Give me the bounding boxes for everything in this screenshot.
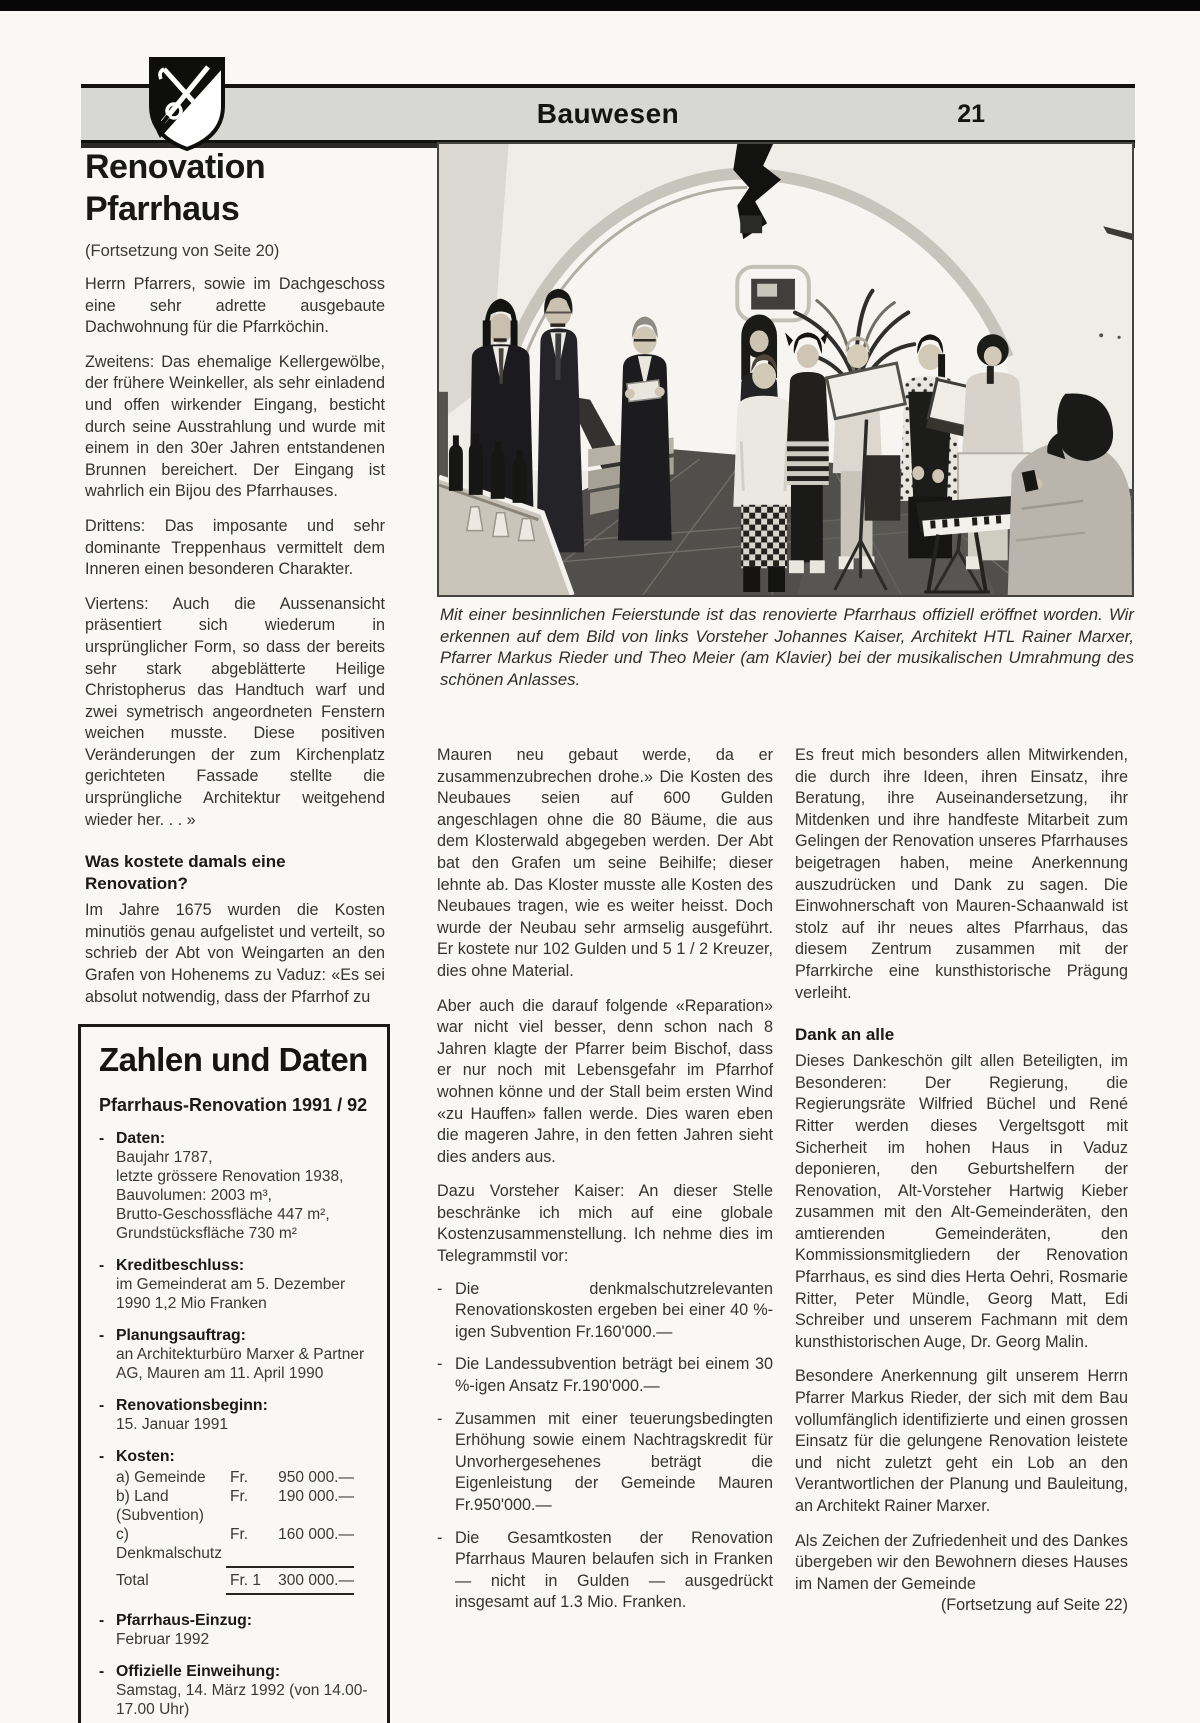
page-header-band bbox=[81, 84, 1135, 140]
article-title bbox=[85, 146, 385, 230]
paragraph: Zweitens: Das ehemalige Kellergewölbe, der frühere Weinkeller, als sehr einladend und offen wirkender Eingang, besticht durch seine Ausstrahlung und wurde mit einem in den 30er Jahren entstandenen Brunnen bereichert. Der Eingang ist wahrlich ein Bijou des Pfarrhauses. bbox=[85, 352, 385, 501]
continuation-note: (Fortsetzung von Seite 20) bbox=[85, 242, 280, 260]
paragraph: Herrn Pfarrers, sowie im Dachgeschoss eine sehr adrette ausgebaute Dachwohnung für die Pfarrköchin. bbox=[85, 275, 385, 337]
cost-total-row: Total Fr. 1 300 000.— bbox=[116, 1572, 354, 1590]
cost-row: a) Gemeinde Fr. 950 000.— bbox=[116, 1469, 354, 1487]
paragraph: Dazu Vorsteher Kaiser: An dieser Stelle beschränke ich mich auf eine globale Kostenzusammenstellung. Ich nehme dies im Telegrammstil vor: bbox=[437, 1182, 773, 1266]
bullet-item: - Zusammen mit einer teuerungsbedingten Erhöhung sowie einem Nachtragskredit für Unvorhergesehenes beträgt die Eigenleistung der Gemeinde Mauren Fr.950'000.— bbox=[437, 1409, 773, 1514]
left-column bbox=[85, 146, 385, 1723]
middle-column bbox=[437, 745, 773, 1614]
bullet-item: - Die Gesamtkosten der Renovation Pfarrhaus Mauren belaufen sich in Franken — nicht in Gulden — ausgedrückt insgesamt auf 1.3 Mio. Franken. bbox=[437, 1528, 773, 1612]
photo-caption: Mit einer besinnlichen Feierstunde ist das renovierte Pfarrhaus offiziell eröffnet worden. Wir erkennen auf dem Bild von links Vorsteher Johannes Kaiser, Architekt HTL Rainer Marxer, Pfarrer Markus Rieder und Theo Meier (am Klavier) bei der musikalischen Umrahmung des schönen Anlasses. bbox=[440, 605, 1134, 689]
paragraph: Aber auch die darauf folgende «Reparation» war nicht viel besser, denn schon nach 8 Jahren klagte der Pfarrer beim Bischof, dass er nur noch mit Lebensgefahr im Pfarrhof wohnen könne und der Stall beim ersten Wind «zu Hauffen» fallen werde. Dies waren eben die mageren Jahre, in den fetten Jahren sieht dies anders aus. bbox=[437, 996, 773, 1166]
page-top-rule bbox=[0, 0, 1200, 11]
page-number: 21 bbox=[957, 100, 985, 128]
article-title-line1: Renovation bbox=[85, 148, 266, 186]
cost-row: c) Denkmalschutz Fr. 160 000.— bbox=[116, 1526, 354, 1563]
info-item-einweihung: - Offizielle Einweihung: Samstag, 14. März 1992 (von 14.00-17.00 Uhr) bbox=[99, 1663, 368, 1719]
info-item-kreditbeschluss: - Kreditbeschluss: im Gemeinderat am 5. Dezember 1990 1,2 Mio Franken bbox=[99, 1257, 346, 1313]
cost-rule bbox=[226, 1593, 354, 1595]
bullet-item: - Die denkmalschutzrelevanten Renovationskosten ergeben bei einer 40 %-igen Subvention Fr.160'000.— bbox=[437, 1279, 773, 1341]
paragraph: Viertens: Auch die Aussenansicht präsentiert sich wiederum in ursprünglicher Form, so dass der bereits sehr stark abgeblätterte Heilige Christopherus das Handtuch warf und zwei symetrisch angeordneten Fenstern weichen musste. Diese positiven Veränderungen der zum Kirchenplatz gerichteten Fassade stellte die ursprüngliche Architektur weitgehend wieder her. . . » bbox=[85, 594, 385, 829]
paragraph: Besondere Anerkennung gilt unserem Herrn Pfarrer Markus Rieder, der sich mit dem Bau vollumfänglich identifizierte und einen grossen Einsatz für die gelungene Renovation leistete und nicht zuletzt geht ein Lob an den Verantwortlichen der Planung und Bauleitung, an Architekt Rainer Marxer. bbox=[795, 1367, 1128, 1515]
info-item-kosten: - Kosten: a) Gemeinde Fr. 950 000.— b) Land (Subvention) Fr. 190 000.— c) Denkmalschutz Fr. 160 000.— Total Fr. 1 300 000.— bbox=[99, 1447, 369, 1598]
paragraph: Im Jahre 1675 wurden die Kosten minutiös genau aufgelistet und verteilt, so schrieb der Abt von Weingarten an den Grafen von Hohenems zu Vaduz: «Es sei absolut notwendig, dass der Pfarrhof zu bbox=[85, 901, 385, 1006]
info-box bbox=[78, 1024, 390, 1723]
subheading-costs-then: Was kostete damals eine Renovation? bbox=[85, 852, 286, 894]
info-box-subtitle: Pfarrhaus-Renovation 1991 / 92 bbox=[99, 1095, 368, 1116]
info-item-renovationsbeginn: - Renovationsbeginn: 15. Januar 1991 bbox=[99, 1397, 268, 1434]
right-column bbox=[795, 745, 1128, 1617]
event-photo bbox=[437, 142, 1134, 597]
continuation-next-page: (Fortsetzung auf Seite 22) bbox=[940, 1596, 1128, 1615]
section-title: Bauwesen bbox=[536, 98, 680, 129]
paragraph: Als Zeichen der Zufriedenheit und des Dankes übergeben wir den Bewohnern dieses Hauses im Namen der Gemeinde bbox=[795, 1531, 1128, 1593]
paragraph: Dieses Dankeschön gilt allen Beteiligten, im Besonderen: Der Regierung, die Regierungsräte Wilfried Büchel und René Ritter werden dieses Vergeltsgott mit Sicherheit im hohen Haus in Vaduz deponieren, den Geburtshelfern der Renovation, Alt-Vorsteher Hartwig Kieber zusammen mit den Alt-Gemeinderäten, den amtierenden Gemeinderäten, den Kommissionsmitgliedern der Renovation Pfarrhaus, es sind dies Herta Oehri, Rosmarie Ritter, Peter Mündle, Georg Matt, Edi Schreiber und unserem Fachmann mit dem kunsthistorischen Auge, Dr. Georg Malin. bbox=[795, 1052, 1128, 1351]
article-title-line2: Pfarrhaus bbox=[85, 190, 240, 228]
cost-rule bbox=[226, 1566, 354, 1568]
info-item-einzug: - Pfarrhaus-Einzug: Februar 1992 bbox=[99, 1612, 253, 1649]
paragraph: Mauren neu gebaut werde, da er zusammenzubrechen drohe.» Die Kosten des Neubaues seien auf 600 Gulden angeschlagen ohne die 80 Bäume, die aus dem Klosterwald abgegeben werden. Der Abt bat den Grafen um seine Beihilfe; dieser lehnte ab. Das Kloster musste alle Kosten des Neubaues tragen, wie es weiter heisst. Doch wurde der Neubau sehr armselig ausgeführt. Er kostete nur 102 Gulden und 5 1 / 2 Kreuzer, dies ohne Material. bbox=[437, 746, 773, 980]
subheading-thanks: Dank an alle bbox=[795, 1025, 895, 1045]
coat-of-arms-icon bbox=[148, 56, 226, 152]
paragraph: Drittens: Das imposante und sehr dominante Treppenhaus vermittelt dem Inneren einen besonderen Charakter. bbox=[85, 516, 385, 579]
cost-table bbox=[116, 1468, 354, 1595]
info-item-daten: - Daten: Baujahr 1787, letzte grössere Renovation 1938, Bauvolumen: 2003 m³, Brutto-Geschossfläche 447 m², Grundstücksfläche 730 m² bbox=[99, 1130, 344, 1243]
info-box-title: Zahlen und Daten bbox=[99, 1041, 368, 1079]
bullet-item: - Die Landessubvention beträgt bei einem 30 %-igen Ansatz Fr.190'000.— bbox=[437, 1355, 773, 1396]
paragraph: Es freut mich besonders allen Mitwirkenden, die durch ihre Ideen, ihren Einsatz, ihre Beratung, ihre Auseinandersetzung, ihr Mitdenken und ihre handfeste Mitarbeit zum Gelingen der Renovation unseres Pfarrhauses beigetragen haben, meine Anerkennung auszudrücken und Dank zu sagen. Die Einwohnerschaft von Mauren-Schaanwald ist stolz auf ihr neues altes Pfarrhaus, das diesem Zentrum zusammen mit der Pfarrkirche eine kunsthistorische Prägung verleiht. bbox=[795, 746, 1128, 1002]
cost-row: b) Land (Subvention) Fr. 190 000.— bbox=[116, 1488, 354, 1525]
info-item-planungsauftrag: - Planungsauftrag: an Architekturbüro Marxer & Partner AG, Mauren am 11. April 1990 bbox=[99, 1327, 365, 1383]
